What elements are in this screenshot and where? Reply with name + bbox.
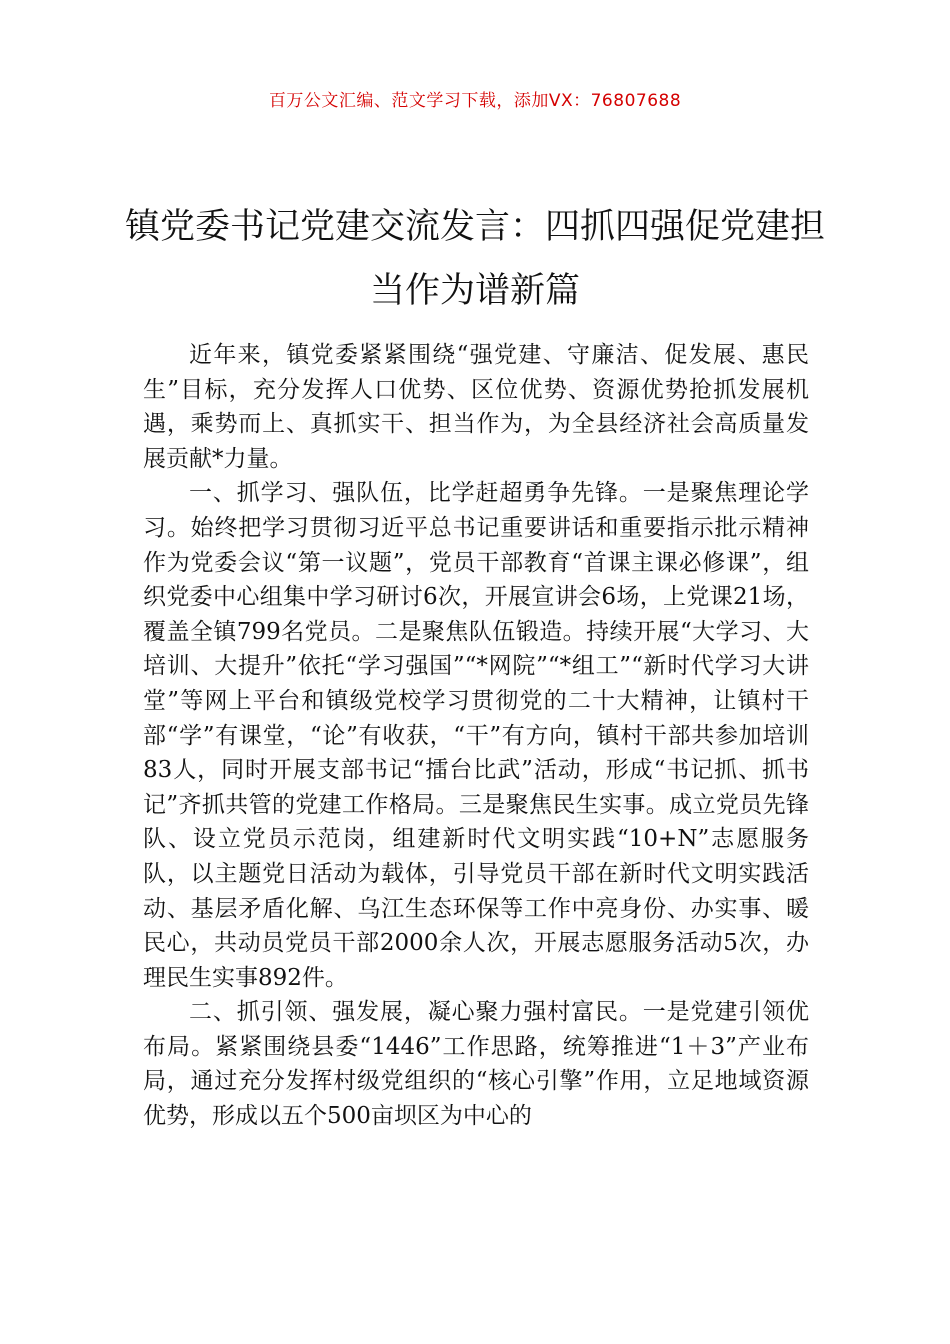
paragraph-section-one: 一、抓学习、强队伍，比学赶超勇争先锋。一是聚焦理论学习。始终把学习贯彻习近平总书记重要讲话和重要指示批示精神作为党委会议“第一议题”，党员干部教育“首课主课必修课”，组织党委中心组集中学习研讨6次，开展宣讲会6场，上党课21场，覆盖全镇799名党员。二是聚焦队伍锻造。持续开展“大学习、大培训、大提升”依托“学习强国”“*网院”“*组工”“新时代学习大讲堂”等网上平台和镇级党校学习贯彻党的二十大精神，让镇村干部“学”有课堂，“论”有收获，“干”有方向，镇村干部共参加培训83人，同时开展支部书记“擂台比武”活动，形成“书记抓、抓书记”齐抓共管的党建工作格局。三是聚焦民生实事。成立党员先锋队、设立党员示范岗，组建新时代文明实践“10+N”志愿服务队，以主题党日活动为载体，引导党员干部在新时代文明实践活动、基层矛盾化解、乌江生态环保等工作中亮身份、办实事、暖民心，共动员党员干部2000余人次，开展志愿服务活动5次，办理民生实事892件。 [143,480,809,991]
watermark-banner: 百万公文汇编、范文学习下载，添加VX：76807688 [268,91,682,111]
paragraph-intro: 近年来，镇党委紧紧围绕“强党建、守廉洁、促发展、惠民生”目标，充分发挥人口优势、区位优势、资源优势抢抓发展机遇，乘势而上、真抓实干、担当作为，为全县经济社会高质量发展贡献*力量。 [143,342,809,472]
document-title: 镇党委书记党建交流发言：四抓四强促党建担当作为谱新篇 [124,207,825,312]
paragraph-section-two: 二、抓引领、强发展，凝心聚力强村富民。一是党建引领优布局。紧紧围绕县委“1446”工作思路，统筹推进“1＋3”产业布局，通过充分发挥村级党组织的“核心引擎”作用，立足地域资源优势，形成以五个500亩坝区为中心的 [143,999,809,1130]
document-body [143,338,809,1134]
